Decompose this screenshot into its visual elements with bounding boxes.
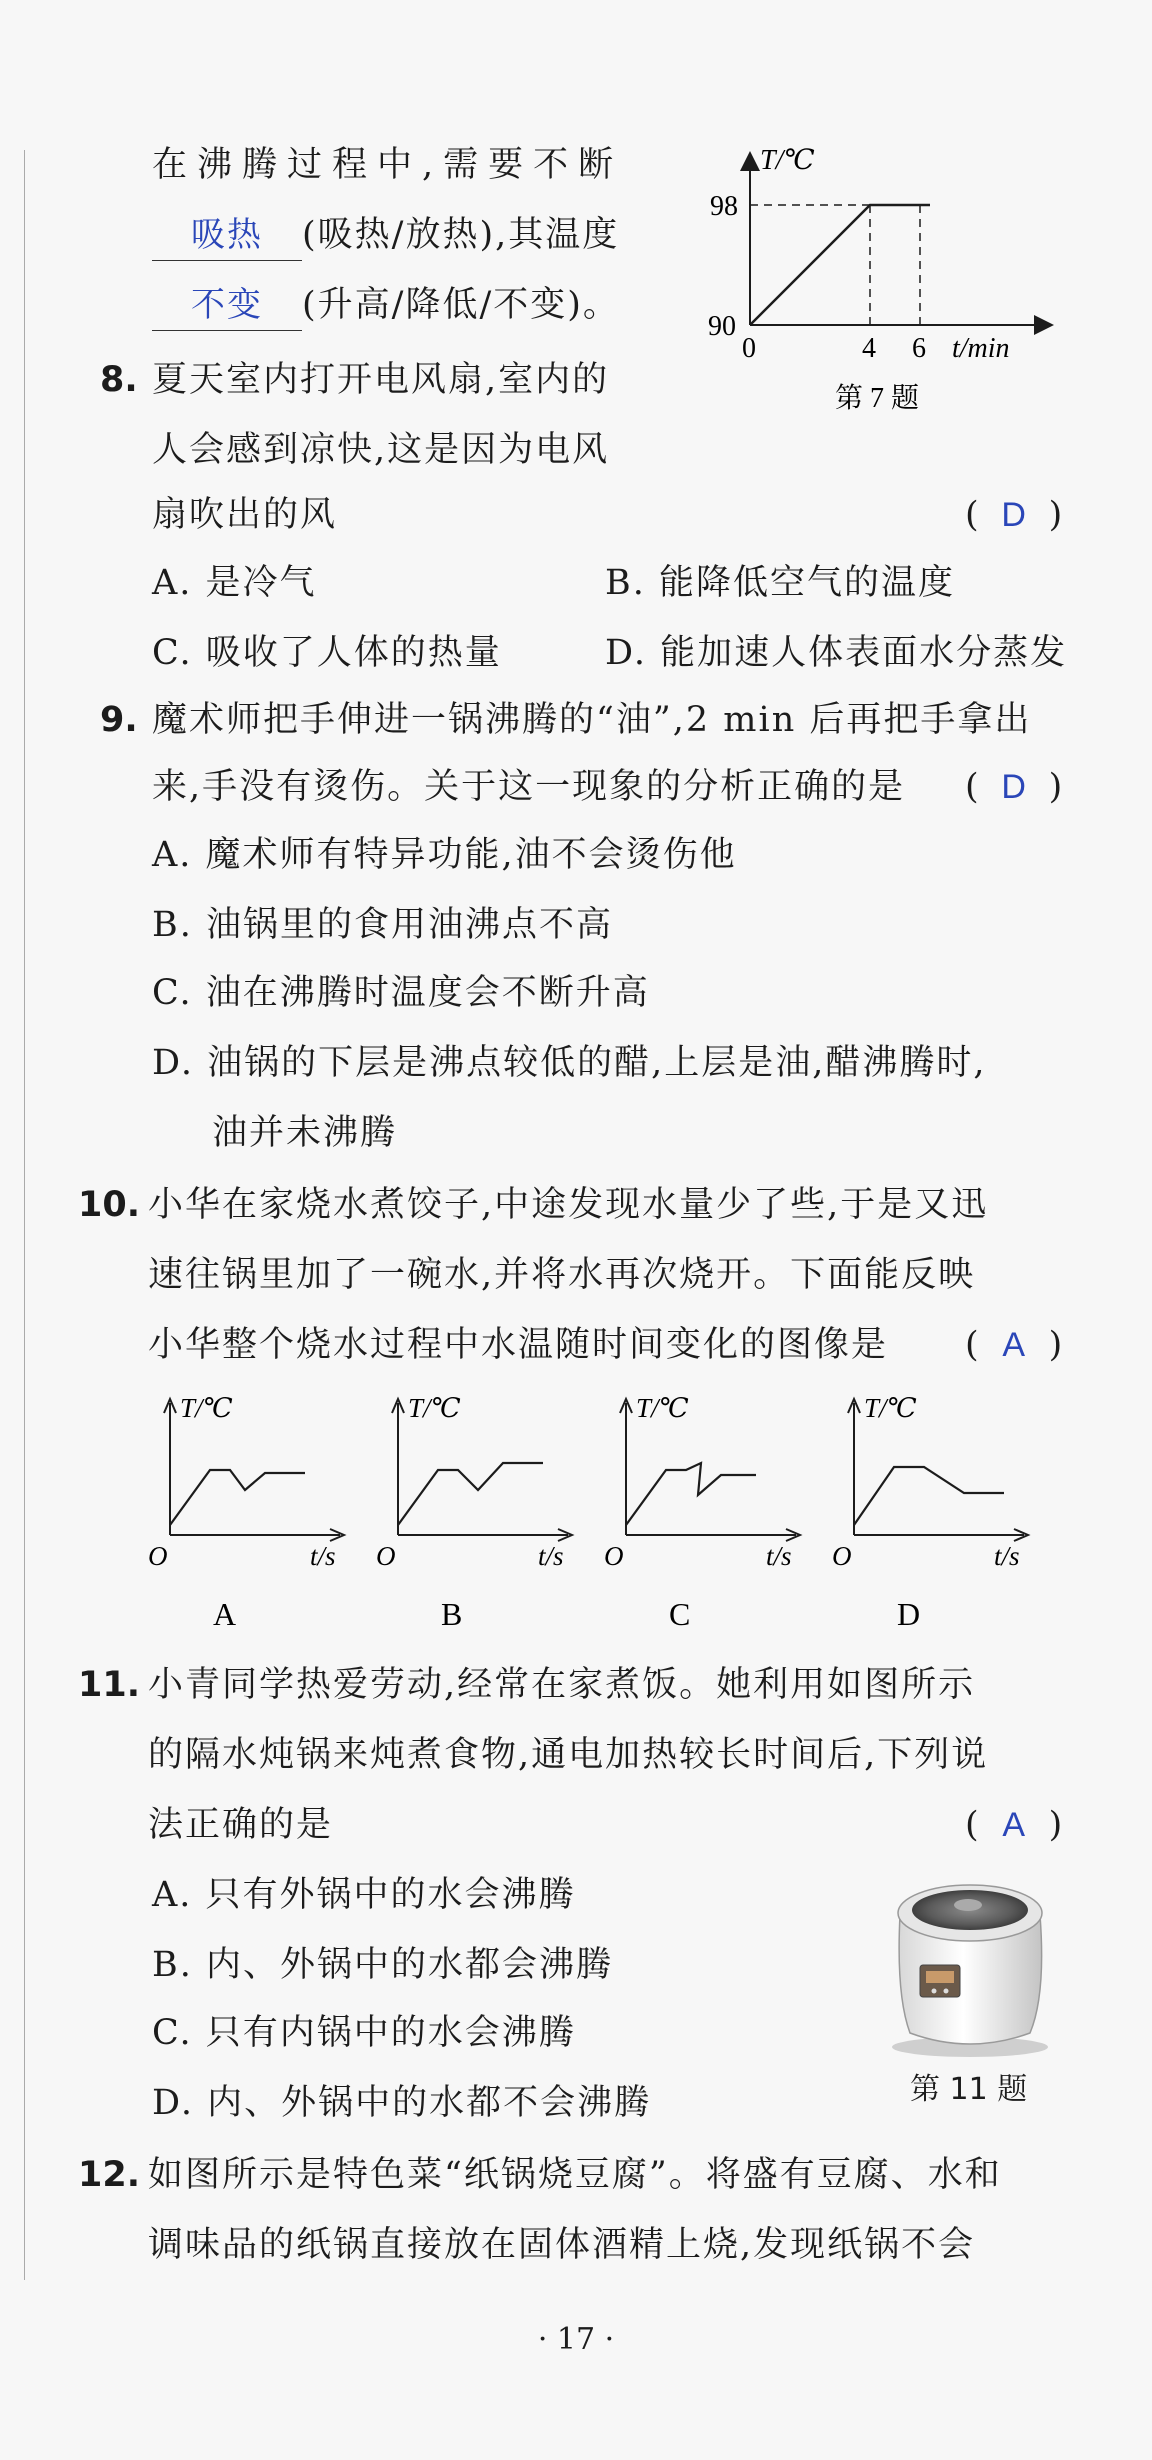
q11-line2: 的隔水炖锅来炖煮食物,通电加热较长时间后,下列说 — [148, 1735, 989, 1775]
q11-answer: A — [1002, 1806, 1025, 1844]
q11-option-a: A. 只有外锅中的水会沸腾 — [152, 1875, 576, 1915]
q10-graph-d — [824, 1385, 1054, 1645]
page-number: · 17 · — [537, 2322, 615, 2357]
q7-x-axis-label: t/min — [952, 333, 1010, 364]
q10-y-axis — [848, 1399, 860, 1535]
q11-option-d: D. 内、外锅中的水都不会沸腾 — [152, 2083, 652, 2123]
stew-pot-image — [880, 1855, 1060, 2065]
q9-option-b: B. 油锅里的食用油沸点不高 — [152, 905, 613, 945]
q7-graph-caption: 第 7 题 — [835, 383, 920, 414]
q10-graph-row — [140, 1385, 1100, 1645]
q10-graph-letter: C — [669, 1596, 691, 1632]
q9-answer: D — [1001, 768, 1026, 806]
q8-option-a: A. 是冷气 — [152, 563, 317, 603]
q7-line1: 在沸腾过程中,需要不断 — [152, 145, 624, 185]
q8-number: 8. — [100, 360, 138, 400]
q11-line1: 小青同学热爱劳动,经常在家煮饭。她利用如图所示 — [148, 1665, 976, 1705]
q8-line1: 夏天室内打开电风扇,室内的 — [152, 360, 610, 400]
q10-origin-label: O — [376, 1541, 396, 1571]
q12-number: 12. — [78, 2155, 141, 2195]
q7-temperature-line — [750, 205, 930, 325]
q8-option-b: B. 能降低空气的温度 — [605, 563, 955, 603]
q8-answer-paren: ( D ) — [965, 490, 1062, 540]
q10-line3: 小华整个烧水过程中水温随时间变化的图像是 — [148, 1325, 889, 1365]
q10-origin-label: O — [148, 1541, 168, 1571]
q7-line2-text: (吸热/放热),其温度 — [302, 215, 620, 255]
q7-answer-1: 吸热 — [152, 210, 302, 261]
q10-curve-a — [170, 1470, 305, 1525]
q11-option-b: B. 内、外锅中的水都会沸腾 — [152, 1945, 613, 1985]
q10-y-axis — [392, 1399, 404, 1535]
q10-x-label: t/s — [538, 1541, 564, 1571]
q10-curve-d — [854, 1467, 1004, 1525]
q9-option-c: C. 油在沸腾时温度会不断升高 — [152, 973, 650, 1013]
q10-line1: 小华在家烧水煮饺子,中途发现水量少了些,于是又迅 — [148, 1185, 989, 1225]
q10-y-label: T/℃ — [864, 1393, 917, 1423]
q10-y-label: T/℃ — [180, 1393, 233, 1423]
q7-temperature-graph — [690, 135, 1070, 415]
q7-x-tick-6: 6 — [912, 333, 926, 364]
q8-line3: 扇吹出的风 — [152, 495, 338, 535]
q8-option-d: D. 能加速人体表面水分蒸发 — [605, 633, 1068, 673]
q7-line2 — [152, 210, 619, 261]
q9-answer-paren: ( D ) — [965, 762, 1062, 812]
q9-line2: 来,手没有烫伤。关于这一现象的分析正确的是 — [152, 767, 906, 807]
q9-line1: 魔术师把手伸进一锅沸腾的“油”,2 min 后再把手拿出 — [152, 700, 1032, 740]
q10-curve-b — [398, 1463, 543, 1525]
q10-graph-a — [140, 1385, 370, 1645]
q10-graph-letter: B — [441, 1596, 463, 1632]
q10-x-axis — [854, 1529, 1028, 1541]
q7-x-tick-4: 4 — [862, 333, 876, 364]
q7-x-tick-0: 0 — [742, 333, 756, 364]
q8-answer: D — [1001, 496, 1026, 534]
q11-answer-paren: ( A ) — [965, 1800, 1062, 1850]
q10-graph-b — [368, 1385, 598, 1645]
q10-origin-label: O — [832, 1541, 852, 1571]
margin-line — [24, 150, 25, 2280]
q7-answer-2: 不变 — [152, 280, 302, 331]
q10-graph-letter: A — [213, 1596, 237, 1632]
q11-number: 11. — [78, 1665, 141, 1705]
q10-origin-label: O — [604, 1541, 624, 1571]
q10-y-axis — [164, 1399, 176, 1535]
q11-option-c: C. 只有内锅中的水会沸腾 — [152, 2013, 576, 2053]
q10-graph-c — [596, 1385, 826, 1645]
q7-y-axis-label: T/℃ — [760, 145, 815, 176]
q10-curve-c — [626, 1463, 756, 1525]
q10-x-axis — [170, 1529, 344, 1541]
q7-line3-text: (升高/降低/不变)。 — [302, 285, 620, 325]
q10-answer: A — [1002, 1326, 1025, 1364]
q11-line3: 法正确的是 — [148, 1805, 334, 1845]
q10-graph-letter: D — [897, 1596, 921, 1632]
q10-line2: 速往锅里加了一碗水,并将水再次烧开。下面能反映 — [148, 1255, 976, 1295]
q10-x-label: t/s — [766, 1541, 792, 1571]
q12-line2: 调味品的纸锅直接放在固体酒精上烧,发现纸锅不会 — [148, 2225, 976, 2265]
q9-number: 9. — [100, 700, 138, 740]
q7-y-tick-98: 98 — [710, 191, 738, 222]
q10-number: 10. — [78, 1185, 141, 1225]
q10-x-label: t/s — [310, 1541, 336, 1571]
q12-line1: 如图所示是特色菜“纸锅烧豆腐”。将盛有豆腐、水和 — [148, 2155, 1002, 2195]
q10-x-axis — [398, 1529, 572, 1541]
q7-line3 — [152, 280, 620, 331]
q8-line2: 人会感到凉快,这是因为电风 — [152, 430, 610, 470]
q10-y-label: T/℃ — [636, 1393, 689, 1423]
q10-x-axis — [626, 1529, 800, 1541]
q8-option-c: C. 吸收了人体的热量 — [152, 633, 502, 673]
q9-option-a: A. 魔术师有特异功能,油不会烫伤他 — [152, 835, 737, 875]
q10-y-axis — [620, 1399, 632, 1535]
q10-x-label: t/s — [994, 1541, 1020, 1571]
q9-option-d: D. 油锅的下层是沸点较低的醋,上层是油,醋沸腾时, — [152, 1043, 987, 1083]
q11-figure-caption: 第 11 题 — [910, 2072, 1028, 2107]
q9-option-d-cont: 油并未沸腾 — [212, 1113, 398, 1153]
q10-answer-paren: ( A ) — [965, 1320, 1062, 1370]
q7-y-tick-90: 90 — [708, 311, 736, 342]
q10-y-label: T/℃ — [408, 1393, 461, 1423]
